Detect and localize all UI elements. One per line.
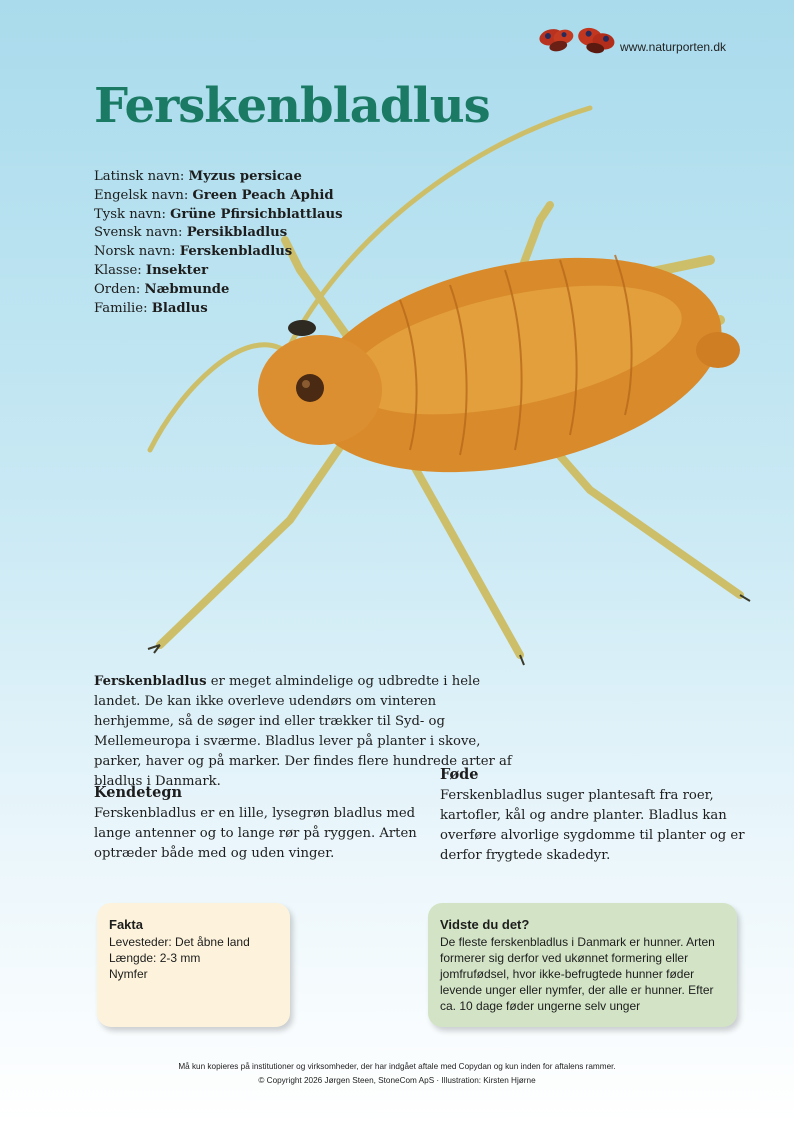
did-you-know-text: De fleste ferskenbladlus i Danmark er hunner. Arten formerer sig derfor ved ukønnet formering eller jomfrufødsel, hvor ikke-befrugtede hunner føder levende unger eller nymfer, der alle er hunner. Efter ca. 10 dage føder ungerne selv unger [440, 935, 715, 1013]
name-row-swedish: Svensk navn: Persikbladlus [94, 225, 288, 241]
name-row-order: Orden: Næbmunde [94, 281, 230, 297]
footer [0, 1060, 794, 1088]
footer-copyright: © Copyright 2026 Jørgen Steen, StoneCom ApS · Illustration: Kirsten Hjørne [258, 1076, 536, 1085]
fakta-box [97, 903, 290, 1027]
butterfly-icon [538, 20, 618, 60]
did-you-know-box [428, 903, 737, 1027]
footer-license: Må kun kopieres på institutioner og virksomheder, der har indgået aftale med Copydan og kun inden for aftalens rammer. [178, 1062, 616, 1071]
name-row-english: Engelsk navn: Green Peach Aphid [94, 187, 334, 203]
name-row-latin: Latinsk navn: Myzus persicae [94, 169, 302, 184]
name-row-norwegian: Norsk navn: Ferskenbladlus [94, 244, 293, 260]
fakta-heading: Fakta [109, 917, 143, 932]
name-row-german: Tysk navn: Grüne Pfirsichblattlaus [94, 206, 343, 222]
kendetegn-heading: Kendetegn [94, 784, 183, 801]
kendetegn-text: Ferskenbladlus er en lille, lysegrøn bladlus med lange antenner og to lange rør på ryggen. Arten optræder både med og uden vinger. [94, 806, 417, 861]
page-title: Ferskenbladlus [94, 78, 490, 134]
did-you-know-heading: Vidste du det? [440, 917, 530, 932]
fode-text: Ferskenbladlus suger plantesaft fra roer, kartofler, kål og andre planter. Bladlus kan overføre alvorlige sygdomme til planter og er derfor frygtede skadedyr. [440, 788, 745, 863]
name-row-family: Familie: Bladlus [94, 300, 208, 316]
name-list [94, 168, 343, 318]
fakta-line-length: Længde: 2-3 mm [109, 951, 201, 965]
intro-paragraph: Ferskenbladlus er meget almindelige og udbredte i hele landet. De kan ikke overleve udendørs om vinteren herhjemme, så de søger ind eller trækker til Syd- og Mellemeuropa i sværme. Bladlus lever på planter i skove, parker, haver og på marker. Der findes flere hundrede arter af bladlus i Danmark. [94, 674, 512, 789]
site-url[interactable]: www.naturporten.dk [620, 40, 727, 54]
fakta-line-habitat: Levesteder: Det åbne land [109, 935, 250, 949]
fode-heading: Føde [440, 766, 479, 783]
fakta-line-nymphs: Nymfer [109, 967, 148, 981]
name-row-class: Klasse: Insekter [94, 262, 209, 278]
